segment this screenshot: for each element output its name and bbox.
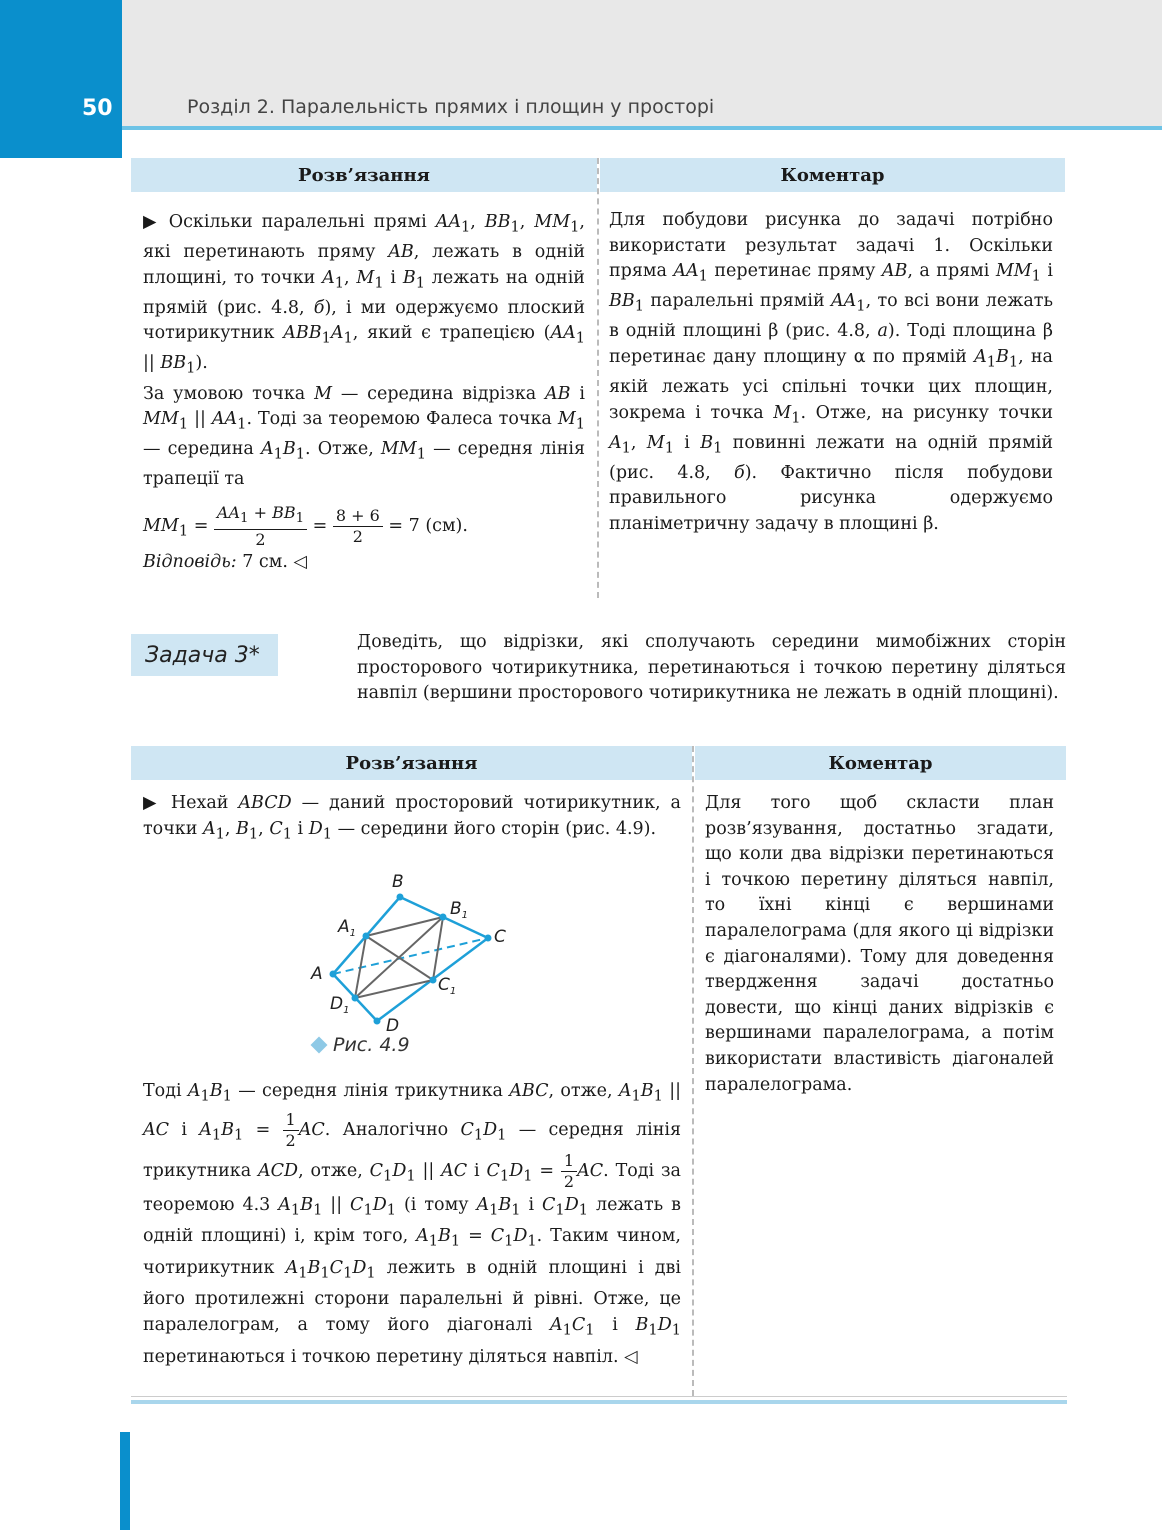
svg-text:A1: $A_1$ <box>338 917 357 939</box>
task-statement: Доведіть, що відрізки, які сполучають середини мимобіжних сторін просторового чотирикутника, перетинаються і точкою перетину діляться навпіл (вершини просторового чотирикутника не лежать в одній площині). <box>357 632 1066 704</box>
svg-text:C: C <box>494 927 506 947</box>
page-number-box <box>0 0 122 158</box>
svg-text:D: D <box>386 1016 400 1036</box>
table2-solution-header: Розв’язання <box>131 746 692 780</box>
table1-divider <box>597 158 599 598</box>
page-edge-bar <box>120 1432 130 1530</box>
table2-solution-proof: Тоді $A_1B_1$ — середня лінія трикутника ABC, отже, $A_1B_1$ || AC і $A_1B_1$ = $\frac{1}{2}$ AC. Аналогічно $C_1D_1$ — середня лінія трикутника ACD, отже, $C_1D_1$ || AC і $C_1D_1$ = $\frac{1}{2}$ AC. Тоді за теоремою 4.3 $A_1B_1$ || $C_1D_1$ (і тому $A_1B_1$ і $C_1D_1$ лежать в одній площині) і, крім того, $A_1B_1 = C_1D_1$. Таким чином, чотирикутник $A_1B_1C_1D_1$ лежить в одній площині і дві його протилежні сторони паралельні й рівні. Отже, це паралелограм, а тому його діагоналі $A_1C_1$ і $B_1D_1$ перетинаються і точкою перетину діляться навпіл. ◁ <box>143 1081 682 1367</box>
figure-caption <box>313 1034 410 1056</box>
svg-text:D1: $D_1$ <box>330 994 350 1016</box>
table-bottom-rule-thin <box>131 1396 1067 1397</box>
page-number: 50 <box>82 96 113 121</box>
figure-caption-text: Рис. 4.9 <box>333 1034 410 1056</box>
table1-solution-header: Розв’язання <box>131 158 597 192</box>
table-bottom-rule <box>131 1400 1067 1404</box>
table2-comment-header: Коментар <box>695 746 1066 780</box>
diamond-icon <box>311 1037 328 1054</box>
svg-text:B: B <box>392 872 404 892</box>
task-label: Задача 3* <box>131 634 278 676</box>
table1-comment-header: Коментар <box>600 158 1065 192</box>
svg-text:A: A <box>311 964 323 984</box>
svg-text:C1: $C_1$ <box>438 975 457 997</box>
chapter-title: Розділ 2. Паралельність прямих і площин у просторі <box>187 96 715 118</box>
table1-solution-text: ▶ Оскільки паралельні прямі $AA_1$, $BB_1$, $MM_1$, які перетинають пряму AB, лежать в одній площині, то точки $A_1$, $M_1$ і $B_1$ лежать на одній прямій (рис. 4.8, б), і ми одержуємо плоский чотирикутник $ABB_1A_1$, який є трапецією ($AA_1$ || $BB_1$). За умовою точка M — середина відрізка AB і $MM_1$ || $AA_1$. Тоді за теоремою Фалеса точка $M_1$ — середина $A_1B_1$. Отже, $MM_1$ — середня лінія трапеції та $MM_1$ = $\frac{AA_1 + BB_1}{2}$ = $\frac{8 + 6}{2}$ = 7 (см). Відповідь: 7 см. ◁ <box>143 212 586 573</box>
table2-comment-text: Для того щоб скласти план розв’язування, достатньо згадати, що коли два відрізки перетинаються і точкою перетину діляться навпіл, то їхні кінці є вершинами паралелограма (для якого ці відрізки є діагоналями). Тому для доведення твердження задачі достатньо довести, що кінці даних відрізків є вершинами паралелограма, а потім використати властивість діагоналей паралелограма. <box>705 793 1054 1095</box>
table2-divider <box>692 746 694 1396</box>
svg-text:B1: $B_1$ <box>450 899 469 921</box>
table2-solution-intro: ▶ Нехай ABCD — даний просторовий чотирикутник, а точки $A_1$, $B_1$, $C_1$ і $D_1$ — середини його сторін (рис. 4.9). <box>143 793 681 843</box>
header-rule <box>122 126 1162 130</box>
table1-comment-text: Для побудови рисунка до задачі потрібно використати результат задачі 1. Оскільки пряма $AA_1$ перетинає пряму AB, а прямі $MM_1$ і $BB_1$ паралельні прямій $AA_1$, то всі вони лежать в одній площині β (рис. 4.8, а). Тоді площина β перетинає дану площину α по прямій $A_1B_1$, на якій лежать усі спільні точки цих площин, зокрема і точка $M_1$. Отже, на рисунку точки $A_1$, $M_1$ і $B_1$ повинні лежати на одній прямій (рис. 4.8, б). Фактично після побудови правильного рисунка одержуємо планіметричну задачу в площині β. <box>609 210 1054 535</box>
